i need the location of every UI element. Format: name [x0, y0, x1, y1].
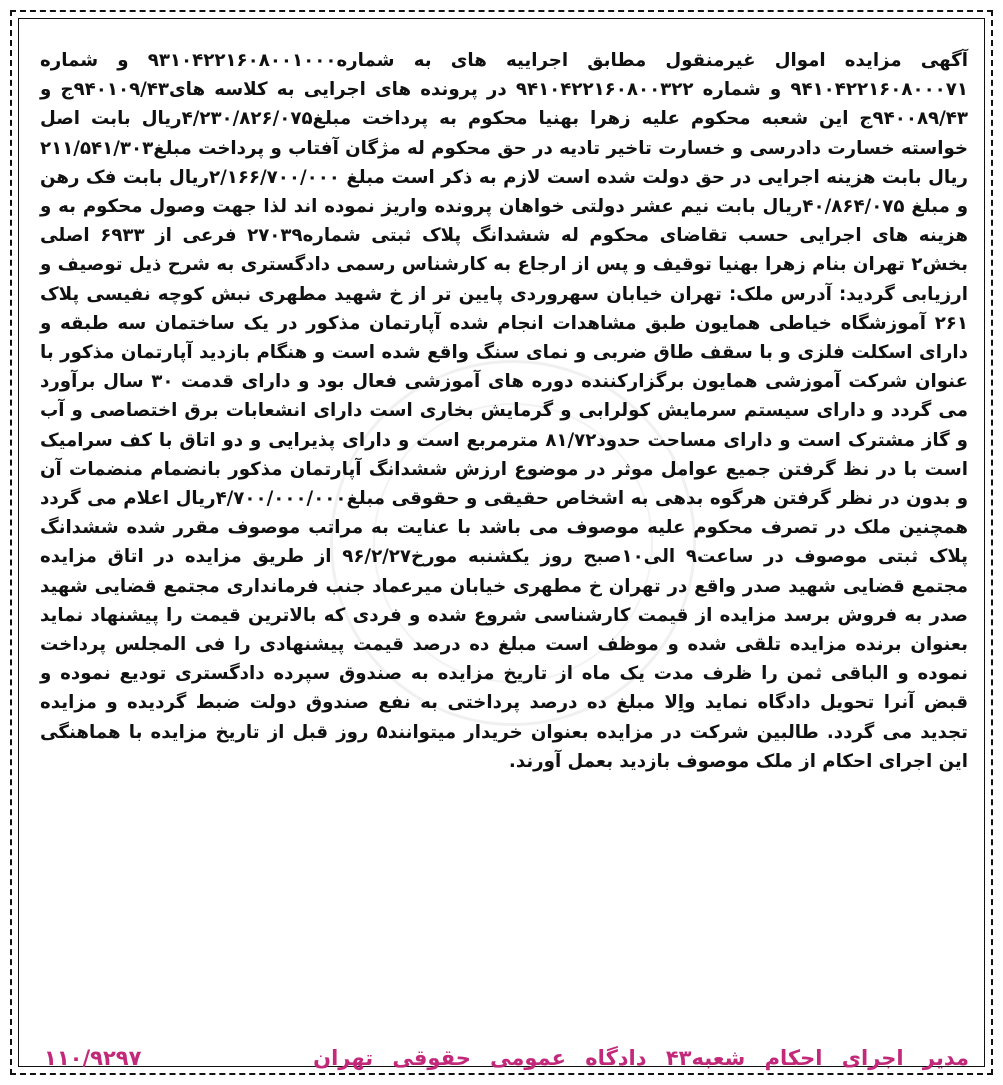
notice-footer [44, 1040, 969, 1076]
notice-code: ۱۱۰/۹۲۹۷ [44, 1046, 142, 1070]
notice-body: آگهی مزایده اموال غیرمنقول مطابق اجراییه های به شماره۹۳۱۰۴۲۲۱۶۰۸۰۰۱۰۰۰ و شماره ۹۴۱۰۴۲۲۱۶۰۸۰۰۰۷۱ و شماره ۹۴۱۰۴۲۲۱۶۰۸۰۰۳۲۲ در پرونده های اجرایی به کلاسه های۹۴۰۱۰۹/۴۳ج و ۹۴۰۰۸۹/۴۳ج این شعبه محکوم علیه زهرا بهنیا محکوم به پرداخت مبلغ۴/۲۳۰/۸۲۶/۰۷۵ریال بابت اصل خواسته خسارت دادرسی و خسارت تاخیر تادیه در حق محکوم له مژگان آفتاب و پرداخت مبلغ۲۱۱/۵۴۱/۳۰۳ ریال بابت هزینه اجرایی در حق دولت شده است لازم به ذکر است مبلغ ۲/۱۶۶/۷۰۰/۰۰۰ریال بابت فک رهن و مبلغ ۴۰/۸۶۴/۰۷۵ریال بابت نیم عشر دولتی خواهان پرونده واریز نموده اند لذا جهت وصول محکوم به و هزینه های اجرایی حسب تقاضای محکوم له ششدانگ پلاک ثبتی شماره۲۷۰۳۹ فرعی از ۶۹۳۳ اصلی بخش۲ تهران بنام زهرا بهنیا توقیف و پس از ارجاع به کارشناس رسمی دادگستری به شرح ذیل توصیف و ارزیابی گردید: آدرس ملک: تهران خیابان سهروردی پایین تر از خ شهید مطهری نبش کوچه نفیسی پلاک ۲۶۱ آموزشگاه خیاطی همایون طبق مشاهدات انجام شده آپارتمان مذکور در یک ساختمان سه طبقه و دارای اسکلت فلزی و با سقف طاق ضربی و نمای سنگ واقع شده است و هنگام بازدید آپارتمان مذکور با عنوان شرکت آموزشی همایون برگزارکننده دوره های آموزشی فعال بود و دارای قدمت ۳۰ سال برآورد می گردد و دارای سیستم سرمایش کولرابی و گرمایش بخاری است دارای انشعابات برق اختصاصی و آب و گاز مشترک است و دارای مساحت حدود۸۱/۷۲ مترمربع است و دارای پذیرایی و دو اتاق با کف سرامیک است با در نظ گرفتن جمیع عوامل موثر در موضوع ارزش ششدانگ آپارتمان مذکور بانضمام منضمات آن و بدون در نظر گرفتن هرگوه بدهی به اشخاص حقیقی و حقوقی مبلغ۴/۷۰۰/۰۰۰/۰۰۰ریال اعلام می گردد همچنین ملک در تصرف محکوم علیه موصوف می باشد با عنایت به مراتب موصوف مقرر شده ششدانگ پلاک ثبتی موصوف در ساعت۹ الی۱۰صبح روز یکشنبه مورخ۹۶/۲/۲۷ از طریق مزایده در اتاق مزایده مجتمع قضایی شهید صدر واقع در تهران خ مطهری خیابان میرعماد جنب فرمانداری مجتمع قضایی شهید صدر به فروش برسد مزایده از قیمت کارشناسی شروع شده و فردی که بالاترین قیمت را پیشنهاد نماید بعنوان برنده مزایده تلقی شده و موظف است مبلغ ده درصد قیمت پیشنهادی را فی المجلس پرداخت نموده و الباقی ثمن را ظرف مدت یک ماه از تاریخ مزایده به صندوق سپرده دادگستری تودیع نموده و قبض آنرا تحویل دادگاه نماید واِلا مبلغ ده درصد پرداختی به نفع صندوق دولت ضبط گردیده و مزایده تجدید می گردد. طالبین شرکت در مزایده بعنوان خریدار میتوانند۵ روز قبل از تاریخ مزایده با هماهنگی این اجرای احکام از ملک موصوف بازدید بعمل آورند. [40, 50, 969, 772]
notice-signature: مدیر اجرای احکام شعبه۴۳ دادگاه عمومی حقوقی تهران [313, 1046, 969, 1070]
